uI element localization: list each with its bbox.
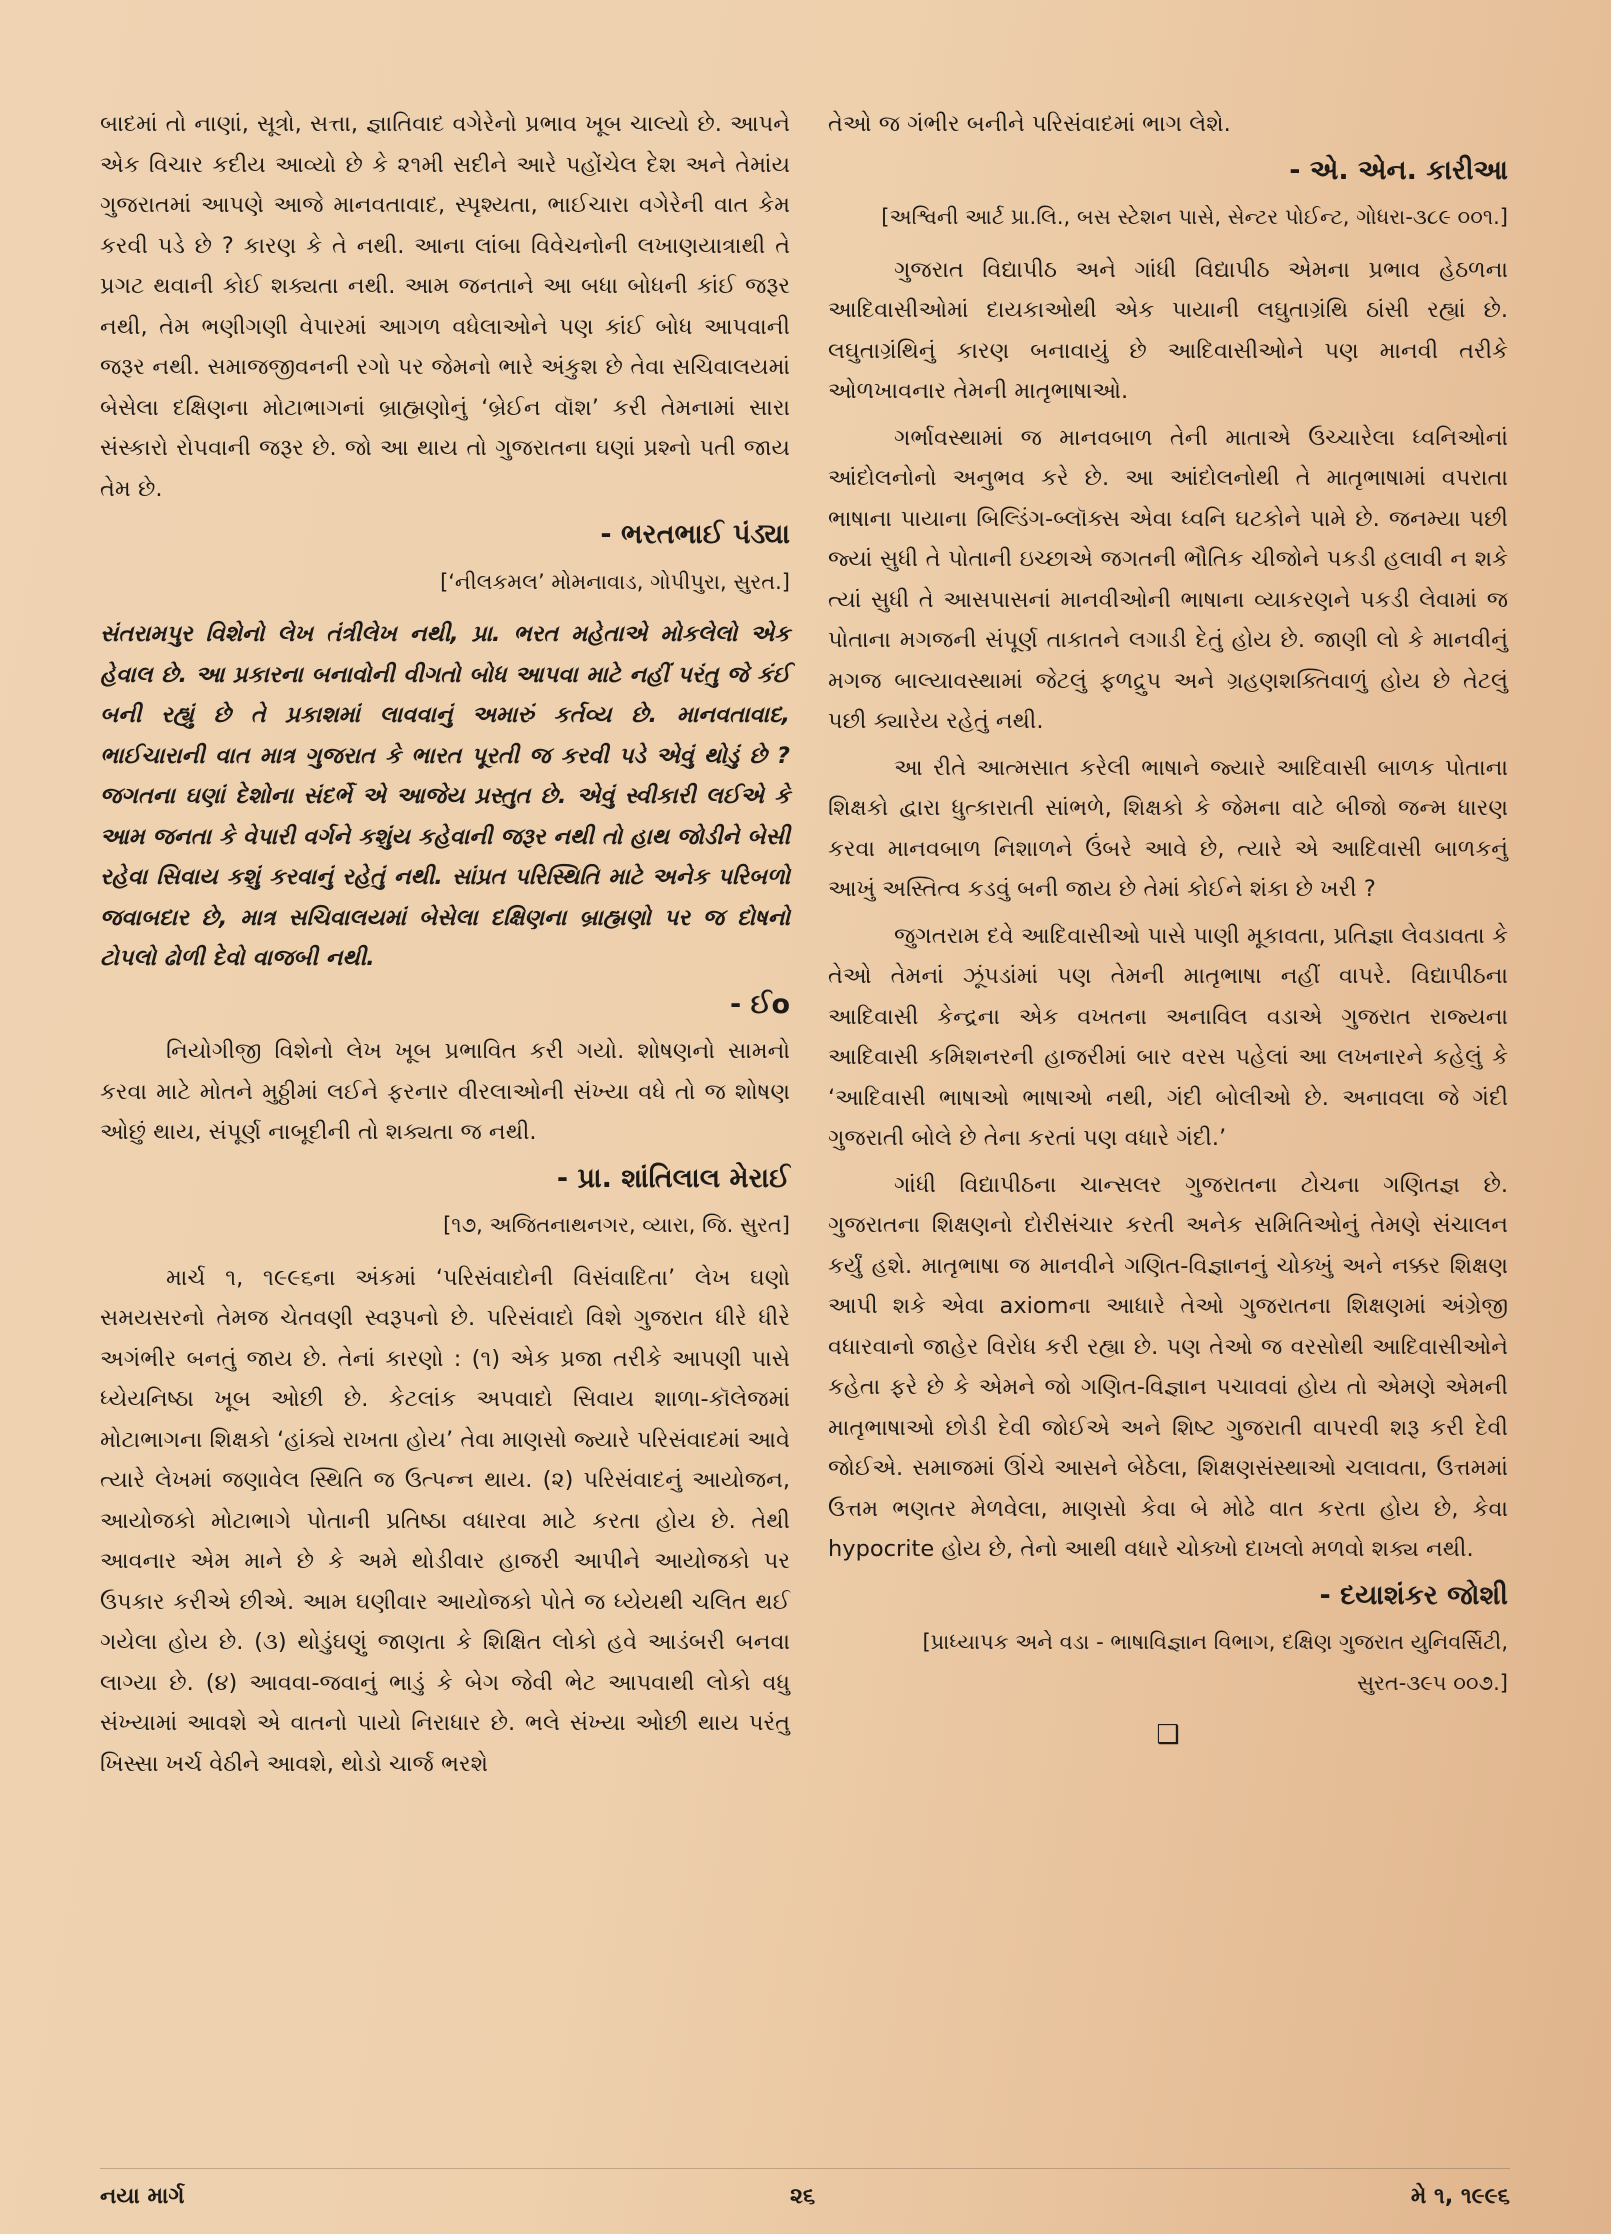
letter2-address: [૧૭, અજિતનાથનગર, વ્યારા, જિ. સુરત] [443,1213,790,1237]
letter3-address: [અશ્વિની આર્ટ પ્રા.લિ., બસ સ્ટેશન પાસે, સેન્ટર પોઈન્ટ, ગોધરા-૩૮૯ ૦૦૧.] [881,205,1508,229]
footer-divider [100,2168,1510,2169]
letter4-paragraph: ગાંધી વિદ્યાપીઠના ચાન્સલર ગુજરાતના ટોચના ગણિતજ્ઞ છે. ગુજરાતના શિક્ષણનો દોરીસંચાર કરતી અનેક સમિતિઓનું તેમણે સંચાલન કર્યું હશે. માતૃભાષા જ માનવીને ગણિત-વિજ્ઞાનનું ચોક્ખું અને નક્કર શિક્ષણ આપી શકે એવા axiomના આધારે તેઓ ગુજરાતના શિક્ષણમાં અંગ્રેજી વધારવાનો જાહેર વિરોધ કરી રહ્યા છે. પણ તેઓ જ વરસોથી આદિવાસીઓને કહેતા ફરે છે કે એમને જો ગણિત-વિજ્ઞાન પચાવવાં હોય તો એમણે એમની માતૃભાષાઓ છોડી દેવી જોઈએ અને શિષ્ટ ગુજરાતી વાપરવી શરૂ કરી દેવી જોઈએ. સમાજમાં ઊંચે આસને બેઠેલા, શિક્ષણસંસ્થાઓ ચલાવતા, ઉત્તમમાં ઉત્તમ ભણતર મેળવેલા, માણસો કેવા બે મોઢે વાત કરતા હોય છે, કેવા hypocrite હોય છે, તેનો આથી વધારે ચોક્ખો દાખલો મળવો શક્ય નથી. [828,1171,1508,1562]
issue-date: મે ૧, ૧૯૯૬ [1410,2184,1510,2209]
letter1-address: [‘નીલકમલ’ મોમનાવાડ, ગોપીપુરા, સુરત.] [440,569,790,594]
letter2-body: નિયોગીજી વિશેનો લેખ ખૂબ પ્રભાવિત કરી ગયો. શોષણનો સામનો કરવા માટે મોતને મુઠ્ઠીમાં લઈને ફરનાર વીરલાઓની સંખ્યા વધે તો જ શોષણ ઓછું થાય, સંપૂર્ણ નાબૂદીની તો શક્યતા જ નથી. [100,1038,790,1145]
right-column [828,104,1508,1756]
letter4-paragraph: ગુજરાત વિદ્યાપીઠ અને ગાંધી વિદ્યાપીઠ એમના પ્રભાવ હેઠળના આદિવાસીઓમાં દાયકાઓથી એક પાયાની લઘુતાગ્રંથિ ઠાંસી રહ્યાં છે. લઘુતાગ્રંથિનું કારણ બનાવાયું છે આદિવાસીઓને પણ માનવી તરીકે ઓળખાવનાર તેમની માતૃભાષાઓ. [828,256,1508,404]
letter4-paragraph: જુગતરામ દવે આદિવાસીઓ પાસે પાણી મૂકાવતા, પ્રતિજ્ઞા લેવડાવતા કે તેઓ તેમનાં ઝૂંપડાંમાં પણ તેમની માતૃભાષા નહીં વાપરે. વિદ્યાપીઠના આદિવાસી કેન્દ્રના એક વખતના અનાવિલ વડાએ ગુજરાત રાજ્યના આદિવાસી કમિશનરની હાજરીમાં બાર વરસ પહેલાં આ લખનારને કહેલું કે ‘આદિવાસી ભાષાઓ ભાષાઓ નથી, ગંદી બોલીઓ છે. અનાવલા જે ગંદી ગુજરાતી બોલે છે તેના કરતાં પણ વધારે ગંદી.’ [828,922,1508,1151]
letter3-continuation: તેઓ જ ગંભીર બનીને પરિસંવાદમાં ભાગ લેશે. [828,111,1231,137]
page-footer [100,2184,1510,2224]
letter3-signature: - એ. એન. કારીઆ [1289,154,1508,186]
editor-signature: - ઈo [730,988,790,1020]
letter1-body: બાદમાં તો નાણાં, સૂત્રો, સત્તા, જ્ઞાતિવાદ વગેરેનો પ્રભાવ ખૂબ ચાલ્યો છે. આપને એક વિચાર કદીય આવ્યો છે કે ૨૧મી સદીને આરે પહોંચેલ દેશ અને તેમાંય ગુજરાતમાં આપણે આજે માનવતાવાદ, સ્પૃશ્યતા, ભાઈચારા વગેરેની વાત કેમ કરવી પડે છે ? કારણ કે તે નથી. આના લાંબા વિવેચનોની લખાણયાત્રાથી તે પ્રગટ થવાની કોઈ શક્યતા નથી. આમ જનતાને આ બધા બોધની કાંઈ જરૂર નથી, તેમ ભણીગણી વેપારમાં આગળ વધેલાઓને પણ કાંઈ બોધ આપવાની જરૂર નથી. સમાજજીવનની રગો પર જેમનો ભારે અંકુશ છે તેવા સચિવાલયમાં બેસેલા દક્ષિણના મોટાભાગનાં બ્રાહ્મણોનું ‘બ્રેઈન વૉશ’ કરી તેમનામાં સારા સંસ્કારો રોપવાની જરૂર છે. જો આ થાય તો ગુજરાતના ઘણાં પ્રશ્નો પતી જાય તેમ છે. [100,111,790,502]
letter2-signature: - પ્રા. શાંતિલાલ મેરાઈ [556,1162,790,1194]
letter4-signature: - દયાશંકર જોશી [1319,1579,1508,1611]
editor-note: સંતરામપુર વિશેનો લેખ તંત્રીલેખ નથી, પ્રા. ભરત મહેતાએ મોકલેલો એક હેવાલ છે. આ પ્રકારના બનાવોની વીગતો બોધ આપવા માટે નહીં પરંતુ જે કંઈ બની રહ્યું છે તે પ્રકાશમાં લાવવાનું અમારું કર્તવ્ય છે. માનવતાવાદ, ભાઈચારાની વાત માત્ર ગુજરાત કે ભારત પૂરતી જ કરવી પડે એવું થોડું છે ? જગતના ઘણાં દેશોના સંદર્ભે એ આજેય પ્રસ્તુત છે. એવું સ્વીકારી લઈએ કે આમ જનતા કે વેપારી વર્ગને કશુંય કહેવાની જરૂર નથી તો હાથ જોડીને બેસી રહેવા સિવાય કશું કરવાનું રહેતું નથી. સાંપ્રત પરિસ્થિતિ માટે અનેક પરિબળો જવાબદાર છે, માત્ર સચિવાલયમાં બેસેલા દક્ષિણના બ્રાહ્મણો પર જ દોષનો ટોપલો ઢોળી દેવો વાજબી નથી. [100,621,790,971]
letter3-body: માર્ચ ૧, ૧૯૯૬ના અંકમાં ‘પરિસંવાદોની વિસંવાદિતા’ લેખ ઘણો સમયસરનો તેમજ ચેતવણી સ્વરૂપનો છે. પરિસંવાદો વિશે ગુજરાત ધીરે ધીરે અગંભીર બનતું જાય છે. તેનાં કારણો : (૧) એક પ્રજા તરીકે આપણી પાસે ધ્યેયનિષ્ઠા ખૂબ ઓછી છે. કેટલાંક અપવાદો સિવાય શાળા-કૉલેજમાં મોટાભાગના શિક્ષકો ‘હાંક્યે રાખતા હોય’ તેવા માણસો જ્યારે પરિસંવાદમાં આવે ત્યારે લેખમાં જણાવેલ સ્થિતિ જ ઉત્પન્ન થાય. (૨) પરિસંવાદનું આયોજન, આયોજકો મોટાભાગે પોતાની પ્રતિષ્ઠા વધારવા માટે કરતા હોય છે. તેથી આવનાર એમ માને છે કે અમે થોડીવાર હાજરી આપીને આયોજકો પર ઉપકાર કરીએ છીએ. આમ ઘણીવાર આયોજકો પોતે જ ધ્યેયથી ચલિત થઈ ગયેલા હોય છે. (૩) થોડુંઘણું જાણતા કે શિક્ષિત લોકો હવે આડંબરી બનવા લાગ્યા છે. (૪) આવવા-જવાનું ભાડું કે બેગ જેવી ભેટ આપવાથી લોકો વધુ સંખ્યામાં આવશે એ વાતનો પાયો નિરાધાર છે. ભલે સંખ્યા ઓછી થાય પરંતુ ખિસ્સા ખર્ચ વેઠીને આવશે, થોડો ચાર્જ ભરશે [100,1264,790,1777]
letter1-signature: - ભરતભાઈ પંડ્યા [600,519,790,550]
page-number: ૨૬ [790,2184,816,2209]
magazine-name: નયા માર્ગ [100,2184,185,2209]
end-mark-icon: ❑ [1156,1720,1180,1750]
letter4-paragraph: ગર્ભાવસ્થામાં જ માનવબાળ તેની માતાએ ઉચ્ચારેલા ધ્વનિઓનાં આંદોલનોનો અનુભવ કરે છે. આ આંદોલનોથી તે માતૃભાષામાં વપરાતા ભાષાના પાયાના બિલ્ડિંગ-બ્લૉક્સ એવા ધ્વનિ ઘટકોને પામે છે. જનમ્યા પછી જ્યાં સુધી તે પોતાની ઇચ્છાએ જગતની ભૌતિક ચીજોને પકડી હલાવી ન શકે ત્યાં સુધી તે આસપાસનાં માનવીઓની ભાષાના વ્યાકરણને પકડી લેવામાં જ પોતાના મગજની સંપૂર્ણ તાકાતને લગાડી દેતું હોય છે. જાણી લો કે માનવીનું મગજ બાલ્યાવસ્થામાં જેટલું ફળદ્રુપ અને ગ્રહણશક્તિવાળું હોય છે તેટલું પછી ક્યારેય રહેતું નથી. [828,424,1508,734]
letter4-paragraph: આ રીતે આત્મસાત કરેલી ભાષાને જ્યારે આદિવાસી બાળક પોતાના શિક્ષકો દ્વારા ધુત્કારાતી સાંભળે, શિક્ષકો કે જેમના વાટે બીજો જન્મ ધારણ કરવા માનવબાળ નિશાળને ઉંબરે આવે છે, ત્યારે એ આદિવાસી બાળકનું આખું અસ્તિત્વ કડવું બની જાય છે તેમાં કોઈને શંકા છે ખરી ? [828,754,1508,902]
letter4-address: [પ્રાધ્યાપક અને વડા - ભાષાવિજ્ઞાન વિભાગ, દક્ષિણ ગુજરાત યુનિવર્સિટી, સુરત-૩૯૫ ૦૦૭.] [922,1630,1508,1695]
left-column [100,104,790,1790]
